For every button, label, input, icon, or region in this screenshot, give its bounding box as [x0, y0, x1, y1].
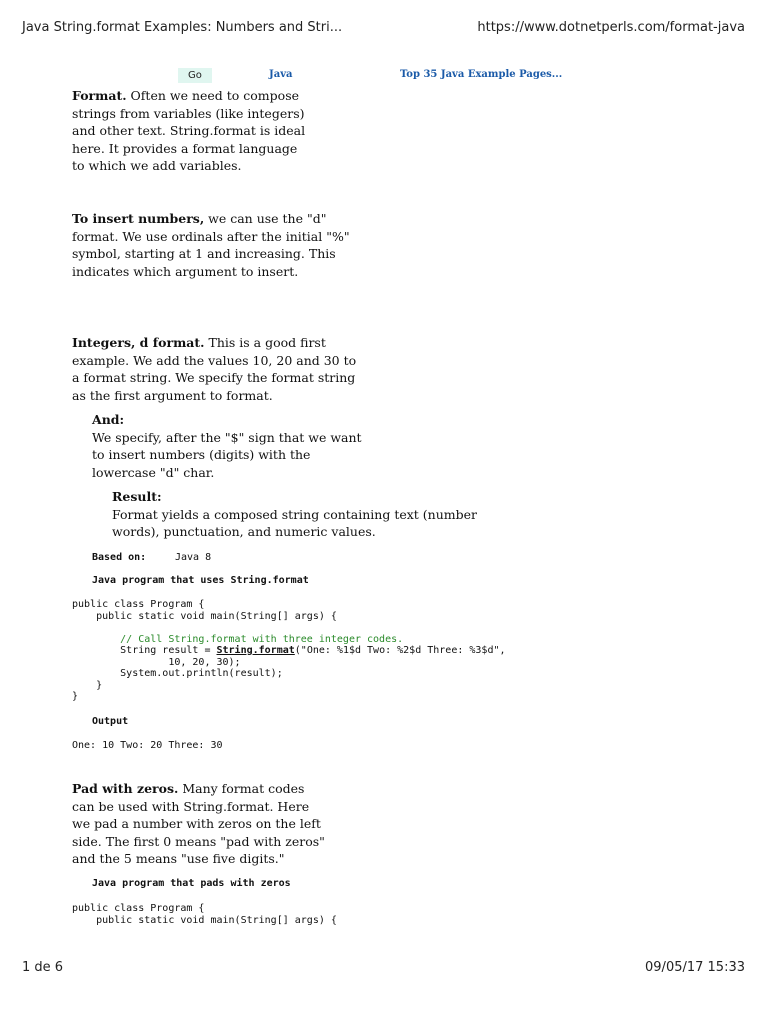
code-line: public static void main(String[] args) {	[72, 914, 337, 926]
code-line: public class Program {	[72, 599, 205, 610]
page-url: https://www.dotnetperls.com/format-java	[477, 20, 745, 35]
integers-line: This is a good first	[204, 335, 326, 350]
format-line: to which we add variables.	[72, 158, 242, 173]
integers-line: a format string. We specify the format string	[72, 370, 356, 385]
output-text: One: 10 Two: 20 Three: 30	[72, 740, 223, 751]
insert-line: format. We use ordinals after the initial "%"	[72, 228, 350, 244]
format-line: and other text. String.format is ideal	[72, 123, 306, 138]
pad-line: and the 5 means "use five digits."	[72, 851, 285, 866]
program2-title: Java program that pads with zeros	[92, 878, 291, 889]
pad-line: can be used with String.format. Here	[72, 798, 310, 814]
integers-paragraph	[72, 334, 372, 404]
output-title: Output	[92, 716, 129, 727]
code-line: System.out.println(result);	[72, 668, 283, 679]
code-line: String result =	[72, 645, 217, 656]
string-format-link[interactable]: String.format	[216, 645, 295, 656]
pad-line: side. The first 0 means "pad with zeros"	[72, 833, 325, 849]
insert-line: we can use the "d"	[204, 211, 327, 226]
code-line: }	[72, 691, 79, 702]
go-button[interactable]: Go	[178, 68, 212, 83]
page-title: Java String.format Examples: Numbers and Stri...	[22, 20, 343, 35]
result-label: Result:	[112, 489, 162, 504]
format-line: Often we need to compose	[126, 88, 300, 103]
code-line: ("One: %1$d Two: %2$d Three: %3$d",	[294, 645, 506, 656]
code-line: 10, 20, 30);	[72, 656, 241, 668]
and-label: And:	[92, 412, 125, 427]
code-line: public class Program {	[72, 903, 205, 914]
print-timestamp: 09/05/17 15:33	[645, 960, 745, 975]
format-heading: Format.	[72, 88, 127, 103]
insert-line: indicates which argument to insert.	[72, 263, 299, 279]
program1-code	[72, 599, 506, 703]
format-line: strings from variables (like integers)	[72, 105, 305, 121]
pad-line: we pad a number with zeros on the left	[72, 816, 321, 831]
and-line: We specify, after the "$" sign that we want	[92, 429, 362, 445]
and-line: to insert numbers (digits) with the	[92, 447, 311, 462]
code-comment: // Call String.format with three integer codes.	[72, 633, 404, 645]
format-line: here. It provides a format language	[72, 140, 298, 156]
insert-line: symbol, starting at 1 and increasing. This	[72, 246, 336, 261]
result-line: Format yields a composed string containing text (number	[112, 506, 477, 522]
based-on-value: Java 8	[175, 552, 212, 563]
integers-line: as the first argument to format.	[72, 387, 273, 403]
and-line: lowercase "d" char.	[92, 464, 215, 480]
format-paragraph	[72, 87, 352, 175]
program1-title: Java program that uses String.format	[92, 575, 309, 586]
insert-heading: To insert numbers,	[72, 211, 205, 226]
top-java-pages-link[interactable]: Top 35 Java Example Pages...	[400, 69, 563, 80]
page-number: 1 de 6	[22, 960, 64, 975]
pad-paragraph	[72, 780, 372, 868]
code-line: public static void main(String[] args) {	[72, 610, 337, 622]
pad-line: Many format codes	[178, 781, 305, 796]
code-line: }	[72, 679, 103, 691]
pad-heading: Pad with zeros.	[72, 781, 179, 796]
integers-heading: Integers, d format.	[72, 335, 205, 350]
program2-code	[72, 903, 337, 926]
java-link[interactable]: Java	[269, 69, 293, 80]
based-on-label: Based on:	[92, 552, 147, 563]
result-note	[112, 488, 512, 541]
and-note	[92, 411, 392, 481]
result-line: words), punctuation, and numeric values.	[112, 524, 376, 539]
integers-line: example. We add the values 10, 20 and 30 to	[72, 352, 357, 368]
insert-paragraph	[72, 210, 372, 280]
